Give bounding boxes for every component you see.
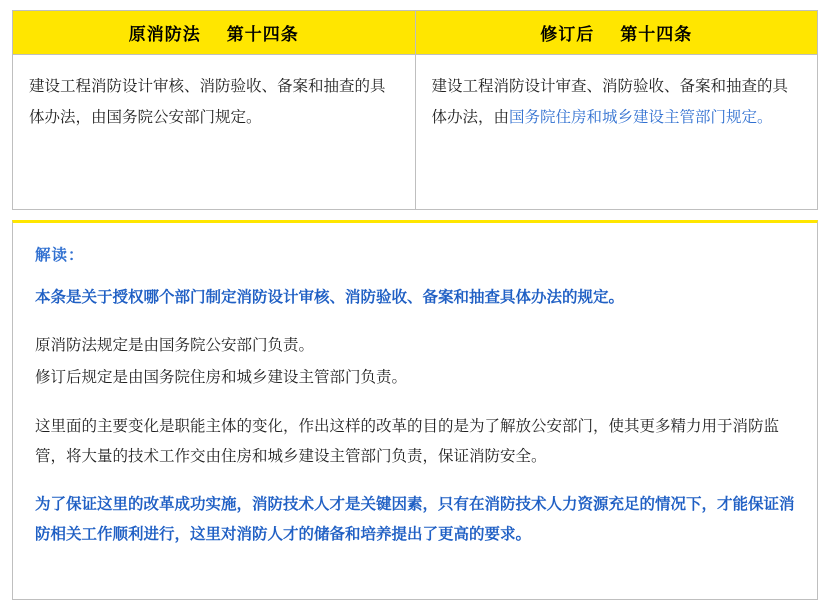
law-comparison-table bbox=[12, 10, 818, 210]
revised-text-plain: 建设工程消防设计审查、消防验收、备案和抽查的具体办法，由 bbox=[431, 78, 789, 126]
interpretation-conclusion: 为了保证这里的改革成功实施，消防技术人才是关键因素，只有在消防技术人力资源充足的情况下，才能保证消防相关工作顺利进行，这里对消防人才的储备和培养提出了更高的要求。 bbox=[35, 496, 795, 544]
interpretation-panel bbox=[12, 220, 818, 600]
header-original-main: 原消防法 bbox=[128, 25, 201, 44]
cell-original-text: 建设工程消防设计审核、消防验收、备案和抽查的具体办法，由国务院公安部门规定。 bbox=[13, 55, 416, 210]
table-header-row bbox=[13, 11, 818, 55]
interpretation-title: 解读： bbox=[35, 247, 85, 264]
header-cell-revised bbox=[415, 11, 818, 55]
header-revised-main: 修订后 bbox=[540, 25, 595, 44]
cell-revised-text bbox=[415, 55, 818, 210]
interpretation-revised-authority: 修订后规定是由国务院住房和城乡建设主管部门负责。 bbox=[35, 369, 408, 387]
header-cell-original bbox=[13, 11, 416, 55]
header-original-article: 第十四条 bbox=[226, 25, 299, 44]
interpretation-original-authority: 原消防法规定是由国务院公安部门负责。 bbox=[35, 337, 315, 355]
interpretation-change-explanation: 这里面的主要变化是职能主体的变化，作出这样的改革的目的是为了解放公安部门，使其更多精力用于消防监管，将大量的技术工作交由住房和城乡建设主管部门负责，保证消防安全。 bbox=[35, 417, 780, 465]
revised-text-highlight: 国务院住房和城乡建设主管部门规定。 bbox=[509, 109, 773, 126]
interpretation-summary: 本条是关于授权哪个部门制定消防设计审核、消防验收、备案和抽查具体办法的规定。 bbox=[35, 289, 625, 306]
header-revised-article: 第十四条 bbox=[620, 25, 693, 44]
table-content-row bbox=[13, 55, 818, 210]
